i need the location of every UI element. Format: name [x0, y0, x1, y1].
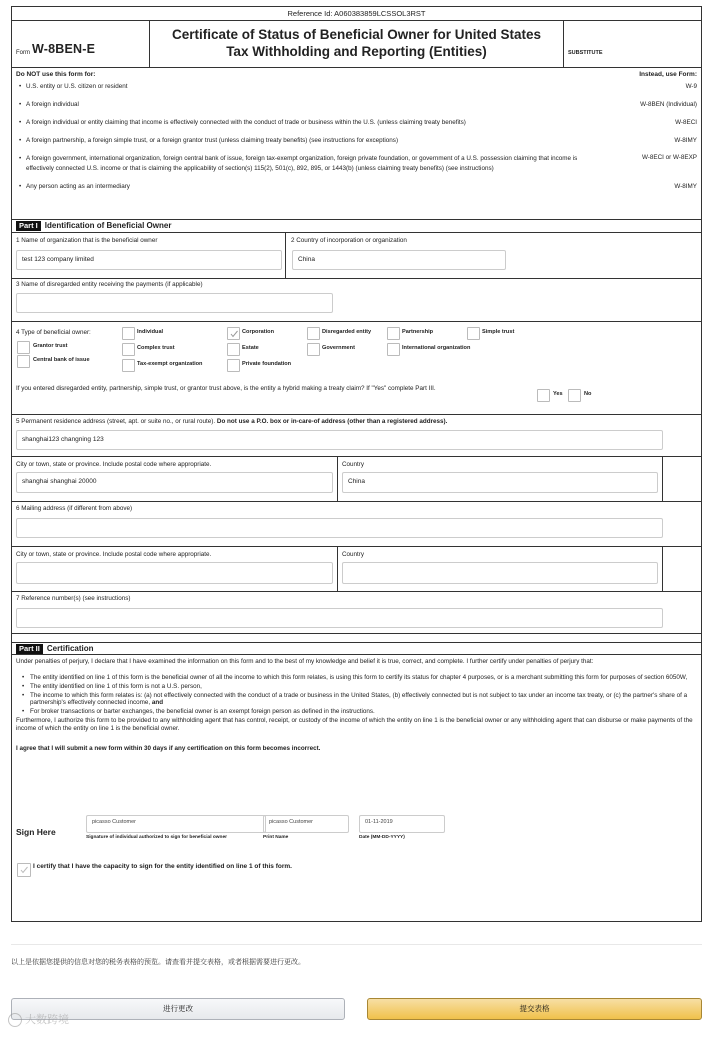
- dnu-form: W-8BEN (Individual): [640, 100, 697, 108]
- dnu-form: W-8ECI or W-8EXP: [641, 154, 697, 162]
- line3-section: [12, 279, 701, 322]
- mailing-city-label: City or town, state or province. Include postal code where appropriate.: [16, 551, 212, 558]
- dnu-form: W-8IMY: [674, 182, 697, 190]
- form-prefix: Form: [16, 49, 30, 56]
- column-divider: [662, 457, 663, 501]
- instead-heading: Instead, use Form:: [639, 71, 697, 78]
- country-of-incorporation-field[interactable]: China: [292, 250, 506, 270]
- option-tax-exempt: Tax-exempt organization: [137, 361, 203, 367]
- do-not-use-heading-row: [16, 68, 697, 82]
- checkbox-central-bank[interactable]: [17, 355, 30, 368]
- spacer: [12, 634, 701, 642]
- w8bene-form: [11, 6, 702, 922]
- sign-here-label: Sign Here: [16, 827, 56, 837]
- checkbox-intl-org[interactable]: [387, 343, 400, 356]
- dnu-row: [16, 101, 697, 109]
- checkbox-private-foundation[interactable]: [227, 359, 240, 372]
- dnu-form: W-8IMY: [674, 136, 697, 144]
- line1-label: 1 Name of organization that is the beneficial owner: [16, 237, 158, 244]
- footer-divider: [11, 944, 702, 945]
- certification-intro: Under penalties of perjury, I declare that I have examined the information on this form and to the best of my knowledge and belief it is true, correct, and complete. I further certify under penalties of perjury that:: [16, 658, 594, 665]
- substitute-label: SUBSTITUTE: [568, 50, 603, 57]
- option-simple-trust: Simple trust: [482, 329, 515, 335]
- line5-label: [12, 415, 701, 426]
- date-field[interactable]: 01-11-2019: [359, 815, 445, 833]
- line7-label: 7 Reference number(s) (see instructions): [16, 595, 131, 602]
- dnu-text: • A foreign individual: [16, 101, 586, 109]
- mailing-country-label: Country: [342, 551, 365, 558]
- form-title: [150, 21, 564, 67]
- city-field[interactable]: shanghai shanghai 20000: [16, 472, 333, 493]
- part2-header: [12, 642, 701, 655]
- certification-list: [16, 674, 697, 716]
- signature-caption: Signature of individual authorized to sign for beneficial owner: [86, 835, 227, 840]
- line5-section: [12, 415, 701, 457]
- certification-bullet: [16, 692, 697, 708]
- checkbox-simple-trust[interactable]: [467, 327, 480, 340]
- part1-header: [12, 220, 701, 233]
- mailing-address-field[interactable]: [16, 518, 663, 538]
- submit-form-button[interactable]: 提交表格: [367, 998, 702, 1020]
- hybrid-no-label: No: [584, 391, 592, 397]
- bullet3-and: and: [151, 699, 164, 707]
- do-not-use-section: [12, 68, 701, 220]
- preview-note: 以上是依据您提供的信息对您的税务表格的预览。请查看并提交表格，或者根据需要进行更改。: [11, 958, 305, 966]
- dnu-row: [16, 119, 697, 127]
- edit-button[interactable]: 进行更改: [11, 998, 345, 1020]
- option-central-bank: Central bank of issue: [33, 357, 90, 363]
- city-country-section: [12, 457, 701, 502]
- print-name-field[interactable]: picasso Customer: [263, 815, 349, 833]
- org-name-field[interactable]: test 123 company limited: [16, 250, 282, 270]
- checkmark-icon: [229, 329, 239, 339]
- option-government: Government: [322, 345, 355, 351]
- hybrid-yes-label: Yes: [553, 391, 563, 397]
- reference-id: Reference Id: A060383859LCSSOL3RST: [12, 7, 701, 21]
- certification-bullet: • The entity identified on line 1 of this form is the beneficial owner of all the income to which this form relates, is using this form to certify its status for chapter 4 purposes, or is a merchant submitting this form for purposes of section 6050W,: [16, 674, 697, 682]
- certification-bullet: • For broker transactions or barter exchanges, the beneficial owner is an exempt foreign person as defined in the instructions.: [16, 708, 697, 716]
- checkbox-corporation[interactable]: [227, 327, 240, 340]
- part1-title: Identification of Beneficial Owner: [44, 221, 172, 230]
- line6-section: [12, 502, 701, 547]
- line7-section: [12, 592, 701, 634]
- agree-text: I agree that I will submit a new form within 30 days if any certification on this form becomes incorrect.: [16, 744, 321, 752]
- checkbox-government[interactable]: [307, 343, 320, 356]
- country-label: Country: [342, 461, 365, 468]
- part1-tag: Part I: [16, 221, 41, 231]
- title-line2: Tax Withholding and Reporting (Entities): [226, 44, 487, 59]
- watermark: [8, 1013, 69, 1027]
- capacity-text: I certify that I have the capacity to sign for the entity identified on line 1 of this form.: [33, 863, 292, 870]
- dnu-text: • Any person acting as an intermediary: [16, 183, 586, 191]
- date-caption: Date (MM-DD-YYYY): [359, 835, 405, 840]
- option-grantor-trust: Grantor trust: [33, 343, 68, 349]
- bullet3-text: The income to which this form relates is: (a) not effectively connected with the conduct of a trade or business in the United States, (b) effectively connected but is not subject to tax under an income tax treaty, or (c) the partner's share of a partnership's effectively connected income,: [30, 691, 688, 707]
- country-field[interactable]: China: [342, 472, 658, 493]
- checkbox-individual[interactable]: [122, 327, 135, 340]
- checkbox-hybrid-no[interactable]: [568, 389, 581, 402]
- checkbox-estate[interactable]: [227, 343, 240, 356]
- dnu-form: W-9: [685, 83, 697, 90]
- certification-bullet: • The entity identified on line 1 of this form is not a U.S. person,: [16, 683, 697, 691]
- line1-2-section: [12, 233, 701, 279]
- certification-section: [12, 655, 701, 900]
- option-disregarded: Disregarded entity: [322, 329, 372, 335]
- capacity-checkbox[interactable]: [17, 863, 31, 877]
- watermark-logo-icon: [8, 1013, 22, 1027]
- checkmark-icon: [19, 865, 29, 875]
- mailing-country-field[interactable]: [342, 562, 658, 584]
- dnu-text: • A foreign individual or entity claiming that income is effectively connected with the conduct of trade or business within the U.S. (unless claiming treaty benefits): [16, 119, 586, 127]
- dnu-row: [16, 137, 697, 145]
- hybrid-question: If you entered disregarded entity, partnership, simple trust, or grantor trust above, is the entity a hybrid making a treaty claim? If "Yes" complete Part III.: [16, 385, 436, 392]
- line3-label: 3 Name of disregarded entity receiving the payments (if applicable): [16, 281, 203, 288]
- dnu-text: • U.S. entity or U.S. citizen or resident: [16, 83, 586, 91]
- mailing-city-country-section: [12, 547, 701, 592]
- dnu-row: [16, 154, 697, 172]
- checkbox-grantor-trust[interactable]: [17, 341, 30, 354]
- city-label: City or town, state or province. Include postal code where appropriate.: [16, 461, 212, 468]
- signature-field[interactable]: picasso Customer: [86, 815, 266, 833]
- line5-label-b: Do not use a P.O. box or in-care-of address (other than a registered address).: [216, 418, 448, 425]
- line5-label-a: 5 Permanent residence address (street, apt. or suite no., or rural route).: [16, 418, 216, 425]
- line4-section: [12, 322, 701, 415]
- column-divider: [662, 547, 663, 591]
- furthermore-text: Furthermore, I authorize this form to be provided to any withholding agent that has control, receipt, or custody of the income of which the entity on line 1 is the beneficial owner or any withholding agent that can disburse or make payments of the income of which the entity on line 1 is the beneficial owner.: [16, 717, 693, 733]
- dnu-text: • A foreign partnership, a foreign simple trust, or a foreign grantor trust (unless claiming treaty benefits) (see instructions for exceptions): [16, 137, 586, 145]
- reference-number-field[interactable]: [16, 608, 663, 628]
- title-line1: Certificate of Status of Beneficial Owner for United States: [171, 27, 542, 42]
- form-number: W-8BEN-E: [32, 42, 96, 57]
- dnu-row: [16, 83, 697, 91]
- dnu-form: W-8ECI: [675, 118, 697, 126]
- column-divider: [285, 233, 286, 278]
- watermark-text: 大数跨境: [25, 1013, 69, 1027]
- checkbox-hybrid-yes[interactable]: [537, 389, 550, 402]
- option-intl-org: International organization: [402, 345, 471, 351]
- dnu-row: [16, 183, 697, 191]
- part2-tag: Part II: [16, 644, 43, 654]
- option-individual: Individual: [137, 329, 164, 335]
- dnu-text: • A foreign government, international organization, foreign central bank of issue, foreign tax-exempt organization, foreign private foundation, or government of a U.S. possession claiming that income is effectively connected U.S. income or that is claiming the applicability of section(s) 115(2), 501(c), 892, 895, or 1443(b) (unless claiming treaty benefits) (see instructions): [16, 154, 586, 172]
- permanent-address-field[interactable]: shanghai123 changning 123: [16, 430, 663, 450]
- option-estate: Estate: [242, 345, 259, 351]
- line6-label: 6 Mailing address (if different from above): [16, 505, 133, 512]
- option-partnership: Partnership: [402, 329, 434, 335]
- mailing-city-field[interactable]: [16, 562, 333, 584]
- form-header: [12, 21, 701, 68]
- part2-title: Certification: [46, 643, 94, 653]
- checkbox-tax-exempt[interactable]: [122, 359, 135, 372]
- option-corporation: Corporation: [242, 329, 275, 335]
- do-not-use-heading: Do NOT use this form for:: [16, 71, 96, 78]
- checkbox-partnership[interactable]: [387, 327, 400, 340]
- checkbox-complex-trust[interactable]: [122, 343, 135, 356]
- line4-label: 4 Type of beneficial owner:: [16, 329, 91, 336]
- print-name-caption: Print Name: [263, 835, 289, 840]
- form-number-cell: [12, 21, 150, 67]
- option-complex-trust: Complex trust: [137, 345, 175, 351]
- option-private-foundation: Private foundation: [242, 361, 292, 367]
- line2-label: 2 Country of incorporation or organization: [291, 237, 407, 244]
- checkbox-disregarded[interactable]: [307, 327, 320, 340]
- disregarded-entity-field[interactable]: [16, 293, 333, 313]
